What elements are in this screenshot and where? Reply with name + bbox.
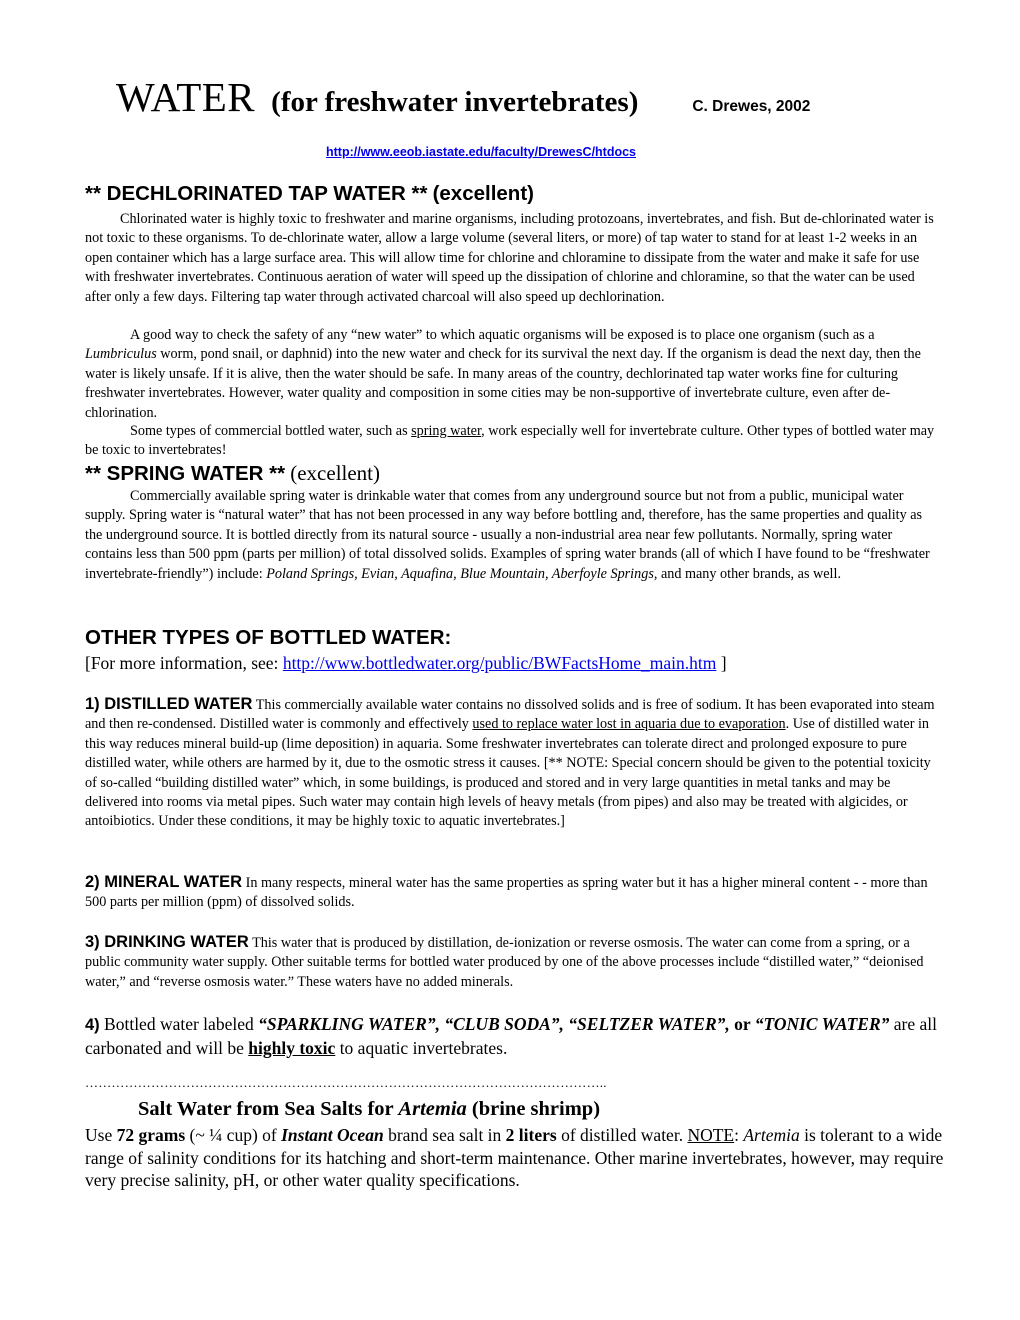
bottled-water-link[interactable]: http://www.bottledwater.org/public/BWFactsHome_main.htm <box>282 653 717 673</box>
carbonated-paragraph <box>85 1013 945 1060</box>
salt-water-heading <box>138 1098 600 1121</box>
dechlor-p2-text-b: worm, pond snail, or daphnid) into the new water and check for its survival the next day. If the organism is dead the next day, then the water is likely unsafe. If it is alive, then the water should be safe. In many areas of the country, dechlorinated tap water works fine for culturing freshwater invertebrates. However, water quality and composition in some cities may be non-supportive of invertebrate culture, even after de-chlorination. <box>85 346 921 421</box>
carbonated-text-3: to aquatic invertebrates. <box>335 1038 508 1058</box>
drinking-label: 3) DRINKING WATER <box>85 933 249 951</box>
salt-text-1: Use <box>85 1125 117 1145</box>
author-url-link[interactable]: http://www.eeob.iastate.edu/faculty/DrewesC/htdocs <box>326 145 637 159</box>
salt-heading-text-b: (brine shrimp) <box>466 1098 601 1120</box>
spring-heading-text: ** SPRING WATER ** <box>85 462 286 485</box>
salt-brand: Instant Ocean <box>281 1125 384 1145</box>
more-info-suffix: ] <box>716 653 727 673</box>
dechlor-p2-italic: Lumbriculus <box>85 346 157 363</box>
other-types-heading-text: OTHER TYPES OF BOTTLED WATER: <box>85 626 452 649</box>
distilled-underlined: used to replace water lost in aquaria due to evaporation <box>472 716 786 733</box>
spring-heading <box>85 461 380 486</box>
salt-text-2: (~ ¼ cup) of <box>185 1125 282 1145</box>
more-info-line <box>85 653 727 674</box>
carbonated-or: or <box>729 1014 755 1034</box>
dechlor-p3-underlined: spring water <box>411 423 482 439</box>
title-main: WATER <box>116 74 256 120</box>
drinking-text: This water that is produced by distillation, de-ionization or reverse osmosis. The water can come from a spring, or a public community water supply. Other suitable terms for bottled water produced by one of the above processes include “distilled water,” “deionised water,” and “reverse osmosis water.” These waters have no added minerals. <box>85 935 924 990</box>
more-info-prefix: [For more information, see: <box>85 653 283 673</box>
dotted-separator: ……………………………………………………………………………………………………….. <box>85 1075 607 1090</box>
salt-heading-italic: Artemia <box>398 1098 467 1120</box>
salt-text-3: brand sea salt in <box>383 1125 506 1145</box>
dechlorinated-paragraph-2 <box>85 326 935 423</box>
dechlorinated-heading <box>85 182 534 206</box>
other-types-heading <box>85 626 451 650</box>
carbonated-text-1: Bottled water labeled <box>99 1014 259 1034</box>
spring-paragraph <box>85 487 935 584</box>
mineral-text: In many respects, mineral water has the same properties as spring water but it has a higher mineral content - - more than 500 parts per million (ppm) of dissolved solids. <box>85 875 928 911</box>
title-author: C. Drewes, 2002 <box>692 98 811 115</box>
salt-liters: 2 liters <box>505 1125 557 1145</box>
dechlorinated-paragraph-1: Chlorinated water is highly toxic to freshwater and marine organisms, including protozoans, invertebrates, and fish. But de-chlorinated water is not toxic to these organisms. To de-chlorinate water, allow a large volume (several liters, or more) of tap water to stand for at least 1-2 weeks in an open container which has a large surface area. This will allow time for chlorine and chloramine to dissipate from the water and make it safe for use with freshwater invertebrates. Continuous aeration of water will speed up the dissipation of chlorine and chloramine, so that the water can be used after only a few days. Filtering tap water through activated charcoal will also speed up dechlorination. <box>85 211 934 305</box>
distilled-label: 1) DISTILLED WATER <box>85 695 253 713</box>
title-subtitle: (for freshwater invertebrates) <box>271 86 639 118</box>
dechlorinated-rating: (excellent) <box>432 182 534 205</box>
carbonated-label: 4) <box>85 1016 100 1034</box>
salt-text-5: : <box>734 1125 744 1145</box>
salt-text-6: is tolerant to a wide range of salinity conditions for its hatching and short-term maintenance. Other marine invertebrates, however, may require very precise salinity, pH, or other water quality specifications. <box>85 1125 944 1190</box>
salt-grams: 72 grams <box>116 1125 186 1145</box>
salt-note: NOTE <box>687 1125 735 1145</box>
mineral-label: 2) MINERAL WATER <box>85 873 243 891</box>
distilled-paragraph <box>85 695 935 832</box>
spring-brands-italic: Poland Springs, Evian, Aquafina, Blue Mountain, Aberfoyle Springs <box>266 565 654 582</box>
spring-rating: (excellent) <box>290 461 381 485</box>
dechlor-p3-text-b: , work especially well for invertebrate culture. Other types of bottled water may be toxic to invertebrates! <box>85 423 935 459</box>
salt-text-4: of distilled water. <box>556 1125 688 1145</box>
dechlorinated-paragraph-3 <box>85 422 935 461</box>
highly-toxic-text: highly toxic <box>248 1038 336 1058</box>
distilled-text-b: . Use of distilled water in this way reduces mineral build-up (lime deposition) in aquaria. Some freshwater invertebrates can tolerate direct and prolonged exposure to pure distilled water, while others are harmed by it, due to the osmotic stress it causes. [** NOTE: Special concern should be given to the potential toxicity of so-called “building distilled water” which, in some buildings, is produced and stored and in very large quantities in metal tanks and may be delivered into rooms via metal pipes. Such water may contain high levels of heavy metals (from pipes) and also may be treated with algicides, or antoibiotics. Under these conditions, it may be highly toxic to aquatic invertebrates.] <box>85 716 931 830</box>
salt-heading-text-a: Salt Water from Sea Salts for <box>138 1098 399 1120</box>
carbonated-names-1: “SPARKLING WATER”, “CLUB SODA”, “SELTZER WATER”, <box>258 1014 730 1034</box>
dechlorinated-heading-text: ** DECHLORINATED TAP WATER ** <box>85 182 428 205</box>
spring-text-a: Commercially available spring water is drinkable water that comes from any underground source but not from a public, municipal water supply. Spring water is “natural water” that has not been processed in any way before bottling and, therefore, has the same properties and quality as the underground source. It is bottled directly from its natural source - usually a non-industrial area near few pollutants. Normally, spring water contains less than 500 ppm (parts per million) of total dissolved solids. Examples of spring water brands (all of which I have found to be “freshwater invertebrate-friendly”) include: <box>85 488 930 582</box>
dechlor-p2-text-a: A good way to check the safety of any “new water” to which aquatic organisms will be exposed is to place one organism (such as a <box>130 327 875 343</box>
mineral-paragraph <box>85 873 935 913</box>
drinking-paragraph <box>85 933 935 992</box>
distilled-text-a: This commercially available water contains no dissolved solids and is free of sodium. It has been evaporated into steam and then re-condensed. Distilled water is commonly and effectively <box>85 697 935 733</box>
salt-water-paragraph <box>85 1124 945 1192</box>
salt-artemia-italic: Artemia <box>743 1125 800 1145</box>
document-title <box>116 73 996 121</box>
carbonated-names-2: “TONIC WATER” <box>754 1014 890 1034</box>
spring-text-b: , and many other brands, as well. <box>653 565 841 582</box>
carbonated-text-2: are all carbonated and will be <box>85 1014 938 1058</box>
dechlor-p3-text-a: Some types of commercial bottled water, such as <box>130 423 412 439</box>
